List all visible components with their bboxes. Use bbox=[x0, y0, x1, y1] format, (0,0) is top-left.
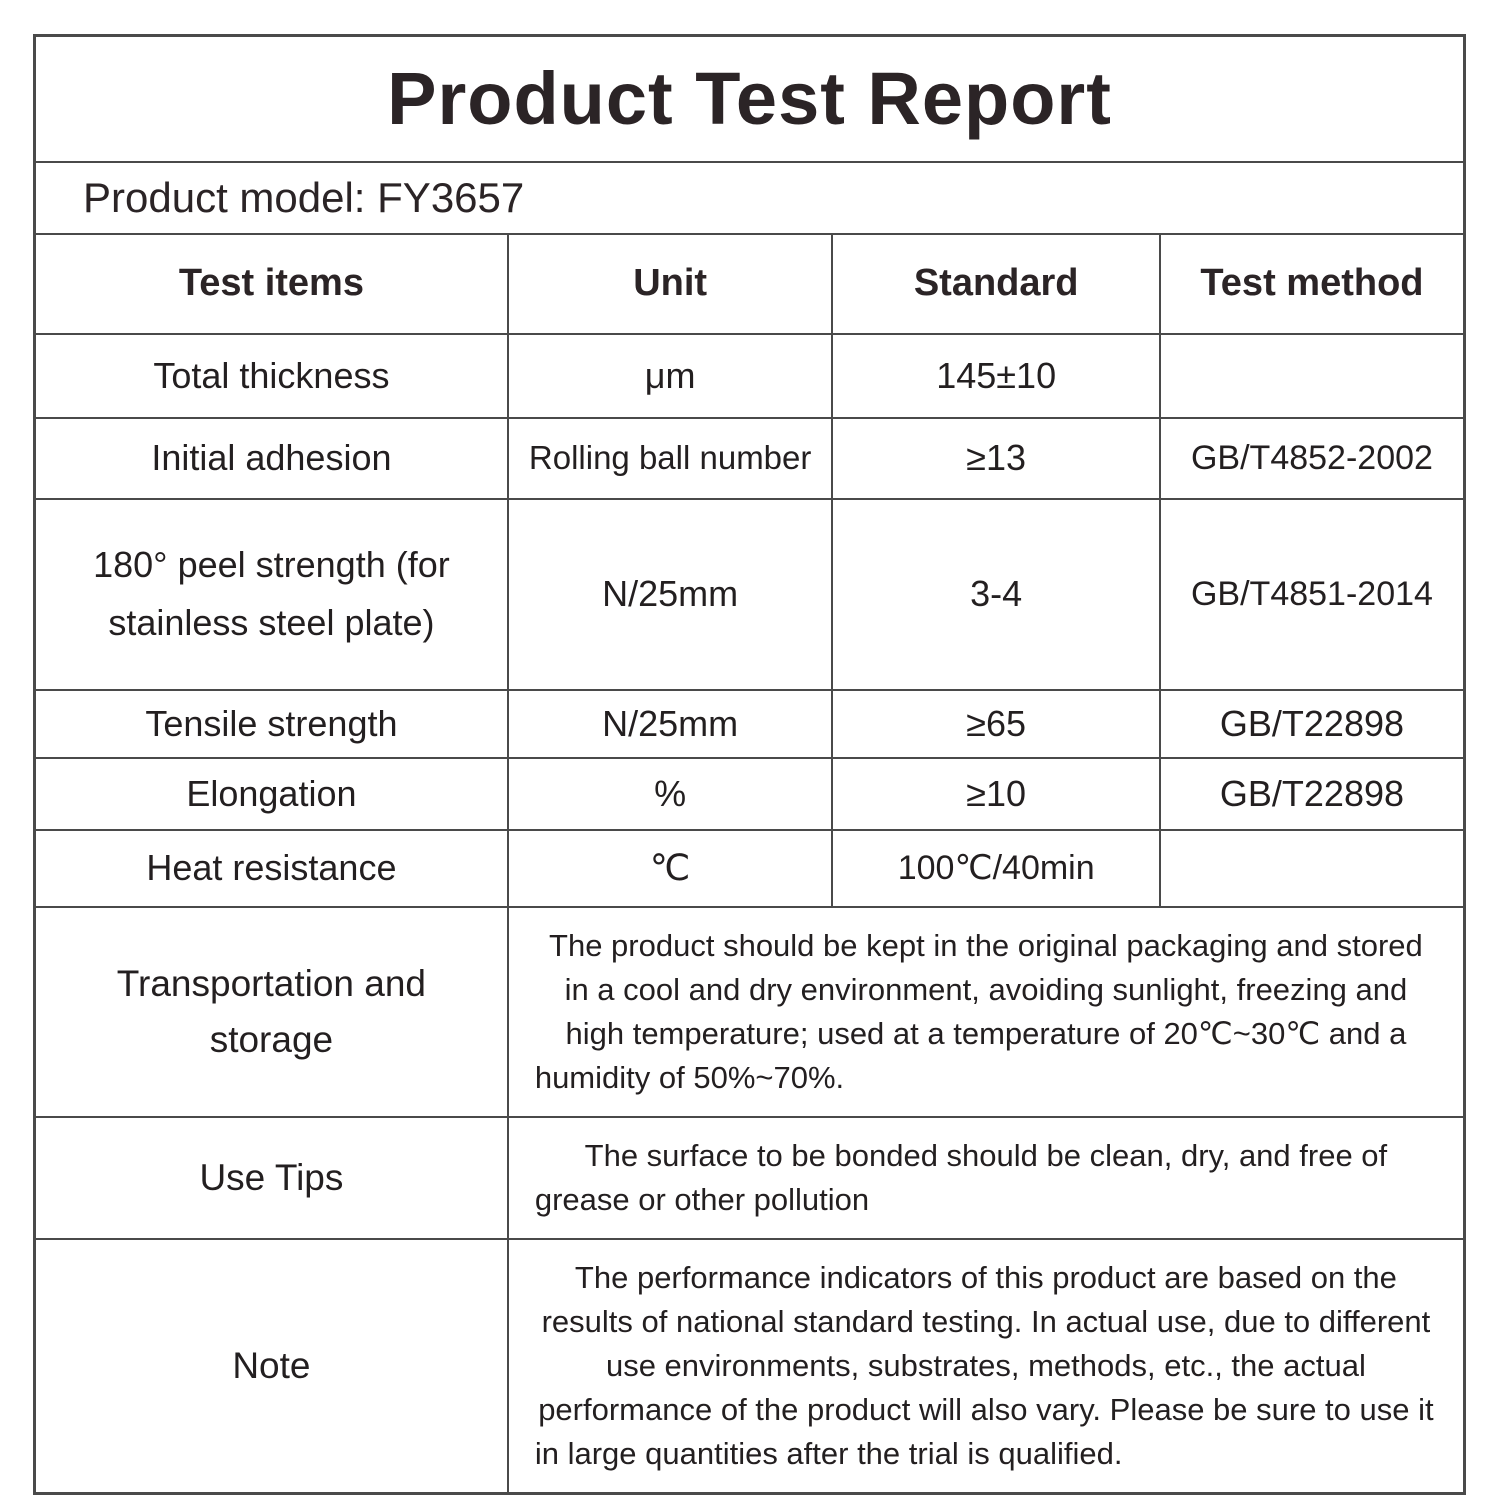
cell-test-item bbox=[35, 499, 508, 690]
col-header-unit: Unit bbox=[508, 234, 833, 334]
cell-unit: μm bbox=[508, 334, 833, 418]
cell-standard: ≥10 bbox=[832, 758, 1159, 830]
table-row bbox=[35, 334, 1465, 418]
cell-standard: ≥13 bbox=[832, 418, 1159, 499]
info-label bbox=[35, 907, 508, 1117]
table-row bbox=[35, 830, 1465, 907]
product-test-report-table bbox=[33, 34, 1466, 1495]
product-model-text: Product model: FY3657 bbox=[83, 173, 525, 221]
info-row-transportation-storage bbox=[35, 907, 1465, 1117]
cell-test-method: GB/T4851-2014 bbox=[1160, 499, 1465, 690]
table-row bbox=[35, 758, 1465, 830]
col-header-test-method: Test method bbox=[1160, 234, 1465, 334]
table-row bbox=[35, 690, 1465, 758]
cell-unit: Rolling ball number bbox=[508, 418, 833, 499]
info-label: Use Tips bbox=[35, 1117, 508, 1239]
cell-test-method: GB/T22898 bbox=[1160, 758, 1465, 830]
cell-test-item: Heat resistance bbox=[35, 830, 508, 907]
table-row bbox=[35, 499, 1465, 690]
cell-test-item: Initial adhesion bbox=[35, 418, 508, 499]
cell-test-item: Elongation bbox=[35, 758, 508, 830]
info-row-use-tips bbox=[35, 1117, 1465, 1239]
title-row bbox=[35, 36, 1465, 162]
info-paragraph: The surface to be bonded should be clean, dry, and free of grease or other pollution bbox=[508, 1117, 1465, 1239]
report-title: Product Test Report bbox=[387, 57, 1112, 141]
cell-standard: 3-4 bbox=[832, 499, 1159, 690]
info-label: Note bbox=[35, 1239, 508, 1494]
cell-test-method: GB/T4852-2002 bbox=[1160, 418, 1465, 499]
info-label-text: Transportation and storage bbox=[116, 963, 427, 1060]
info-paragraph: The performance indicators of this product are based on the results of national standard testing. In actual use, due to different use environments, substrates, methods, etc., the actual performance of the product will also vary. Please be sure to use it in large quantities after the trial is qualified. bbox=[508, 1239, 1465, 1494]
cell-test-method: GB/T22898 bbox=[1160, 690, 1465, 758]
table-row bbox=[35, 418, 1465, 499]
info-row-note bbox=[35, 1239, 1465, 1494]
cell-unit: ℃ bbox=[508, 830, 833, 907]
cell-unit: N/25mm bbox=[508, 690, 833, 758]
cell-test-item: Total thickness bbox=[35, 334, 508, 418]
cell-standard: 100℃/40min bbox=[832, 830, 1159, 907]
cell-test-method bbox=[1160, 830, 1465, 907]
product-model-row bbox=[35, 162, 1465, 234]
cell-standard: ≥65 bbox=[832, 690, 1159, 758]
table-header-row bbox=[35, 234, 1465, 334]
col-header-standard: Standard bbox=[832, 234, 1159, 334]
cell-standard: 145±10 bbox=[832, 334, 1159, 418]
cell-test-item: Tensile strength bbox=[35, 690, 508, 758]
cell-unit: % bbox=[508, 758, 833, 830]
cell-test-item-text: 180° peel strength (for stainless steel plate) bbox=[93, 544, 450, 643]
info-paragraph: The product should be kept in the original packaging and stored in a cool and dry environment, avoiding sunlight, freezing and high temperature; used at a temperature of 20℃~30℃ and a humidity of 50%~70%. bbox=[508, 907, 1465, 1117]
cell-unit: N/25mm bbox=[508, 499, 833, 690]
cell-test-method bbox=[1160, 334, 1465, 418]
col-header-test-items: Test items bbox=[35, 234, 508, 334]
